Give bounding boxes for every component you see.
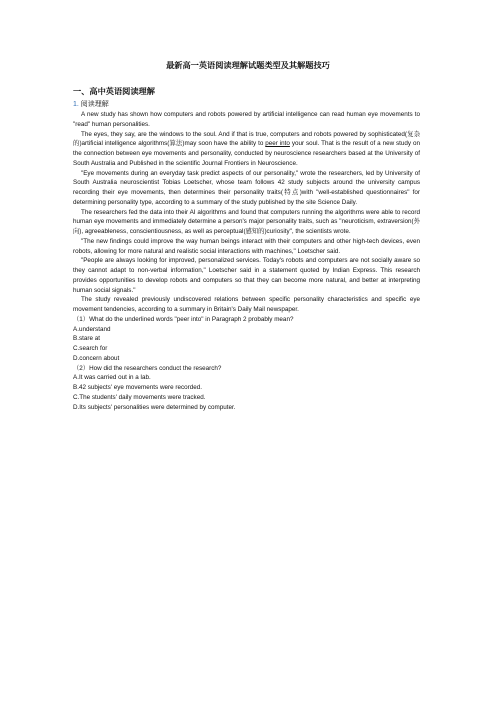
sub-heading-text: 阅读理解: [80, 101, 109, 108]
sub-heading: [73, 99, 109, 109]
paragraph-3: "Eye movements during an everyday task predict aspects of our personality," wrote the researchers, led by University of South Australia neuroscientist Tobias Loetscher, whose team follows 42 study subjects around the university campus recording their eye movements, then determines their personality traits(特点)with "well-established questionnaires" for determining personality type, according to a summary of the study published by the site Science Daily.: [73, 169, 420, 206]
paragraph-2: The eyes, they say, are the windows to the soul. And if that is true, computers and robots powered by sophisticated(复杂的)artificial intelligence algorithms(算法)may soon have the ability to peer into your soul. That is the result of a new study on the connection between eye movements and personality, conducted by neuroscience researchers based at the University of South Australia and Published in the scientific Journal Frontiers in Neuroscience.: [73, 130, 420, 167]
question-1-option-b: B.stare at: [73, 335, 100, 343]
paragraph-5: "The new findings could improve the way human beings interact with their computers and other high-tech devices, even robots, allowing for more natural and realistic social interactions with machines," Loetscher said.: [73, 237, 420, 255]
paragraph-7: The study revealed previously undiscovered relations between specific personality characteristics and specific eye movement tendencies, according to a summary in Britain's Daily Mail newspaper.: [73, 296, 420, 313]
question-2-option-b: B.42 subjects' eye movements were recorded.: [73, 384, 202, 391]
question-2-option-a: A.It was carried out in a lab.: [73, 374, 151, 382]
question-1-prompt: （1）What do the underlined words "peer into" in Paragraph 2 probably mean?: [73, 315, 294, 323]
question-1-option-a: A.understand: [73, 325, 111, 333]
question-2-option-c: C.The students' daily movements were tracked.: [73, 393, 206, 401]
question-1-option-d: D.concern about: [73, 354, 120, 362]
passage-body: [73, 110, 420, 412]
paragraph-6: "People are always looking for improved, personalized services. Today's robots and computers are not socially aware so they cannot adapt to non-verbal information," Loetscher said in a statement quoted by Indian Express. This research provides opportunities to develop robots and computers so that they can become more natural, and better at interpreting human social signals.": [73, 257, 420, 294]
question-2-prompt: （2）How did the researchers conduct the research?: [73, 364, 222, 372]
section-heading: 一、高中英语阅读理解: [73, 87, 155, 96]
paragraph-1: A new study has shown how computers and robots powered by artificial intelligence can read human eye movements to "read" human personalities.: [73, 111, 420, 128]
question-1-option-c: C.search for: [73, 345, 108, 352]
question-2-option-d: D.Its subjects' personalities were determined by computer.: [73, 403, 236, 411]
underlined-phrase: peer into: [265, 140, 290, 148]
paragraph-4: The researchers fed the data into their AI algorithms and found that computers running the algorithms were able to record human eye movements and immediately determine a person's major personality traits, such as "neuroticism, extraversion(外向), agreeableness, conscientiousness, as well as perceptual(感知的)curiosity", the scientists wrote.: [73, 208, 420, 235]
sub-heading-number: 1.: [73, 101, 79, 108]
page-title: 最新高一英语阅读理解试题类型及其解题技巧: [166, 61, 330, 70]
